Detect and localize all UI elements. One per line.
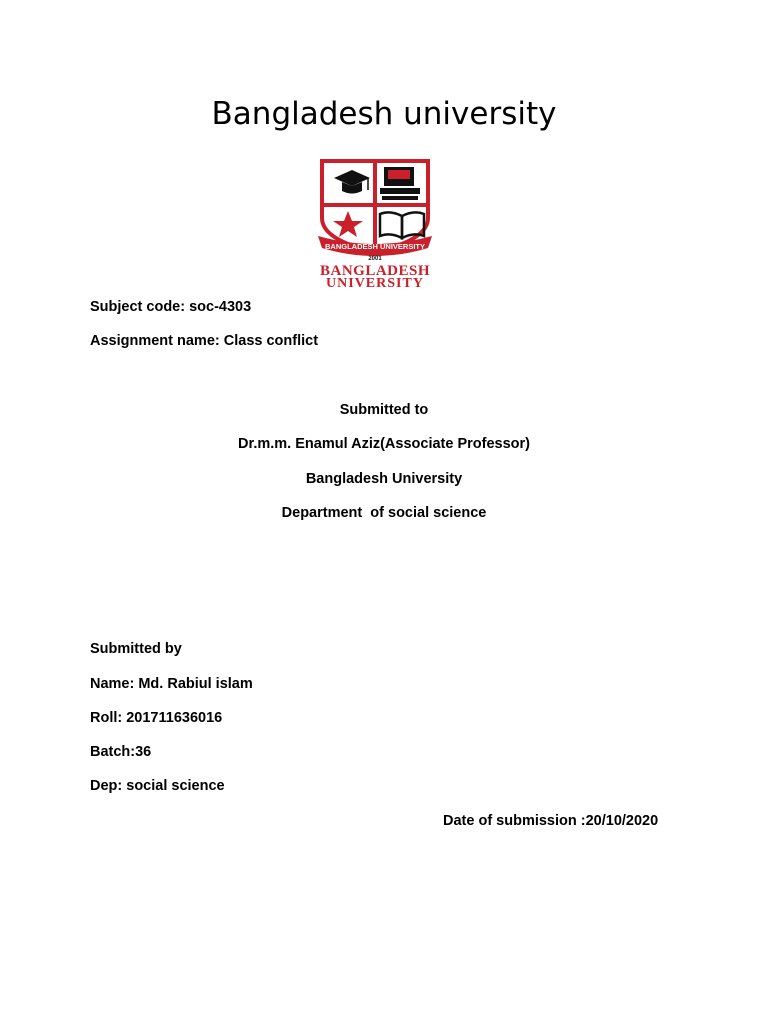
submitted-to-university: Bangladesh University: [305, 471, 463, 487]
logo-wordmark-line1: BANGLADESH: [319, 263, 431, 279]
assignment-name: Assignment name: Class conflict: [90, 333, 319, 349]
student-batch: Batch:36: [90, 744, 152, 760]
student-roll: Roll: 201711636016: [90, 710, 223, 726]
logo-wordmark-line2: UNIVERSITY: [326, 276, 424, 291]
logo-banner-text: BANGLADESH UNIVERSITY: [324, 242, 426, 251]
submitted-to-department: Department of social science: [281, 505, 487, 521]
logo-year: 2001: [368, 256, 382, 262]
submission-date: Date of submission :20/10/2020: [443, 813, 659, 829]
submitted-by-heading: Submitted by: [90, 641, 182, 657]
document-title: Bangladesh university: [211, 96, 557, 132]
subject-code: Subject code: soc-4303: [90, 299, 252, 315]
submitted-to-heading: Submitted to: [339, 402, 429, 418]
student-department: Dep: social science: [90, 778, 225, 794]
student-name: Name: Md. Rabiul islam: [90, 676, 253, 692]
submitted-to-name: Dr.m.m. Enamul Aziz(Associate Professor): [238, 436, 530, 452]
